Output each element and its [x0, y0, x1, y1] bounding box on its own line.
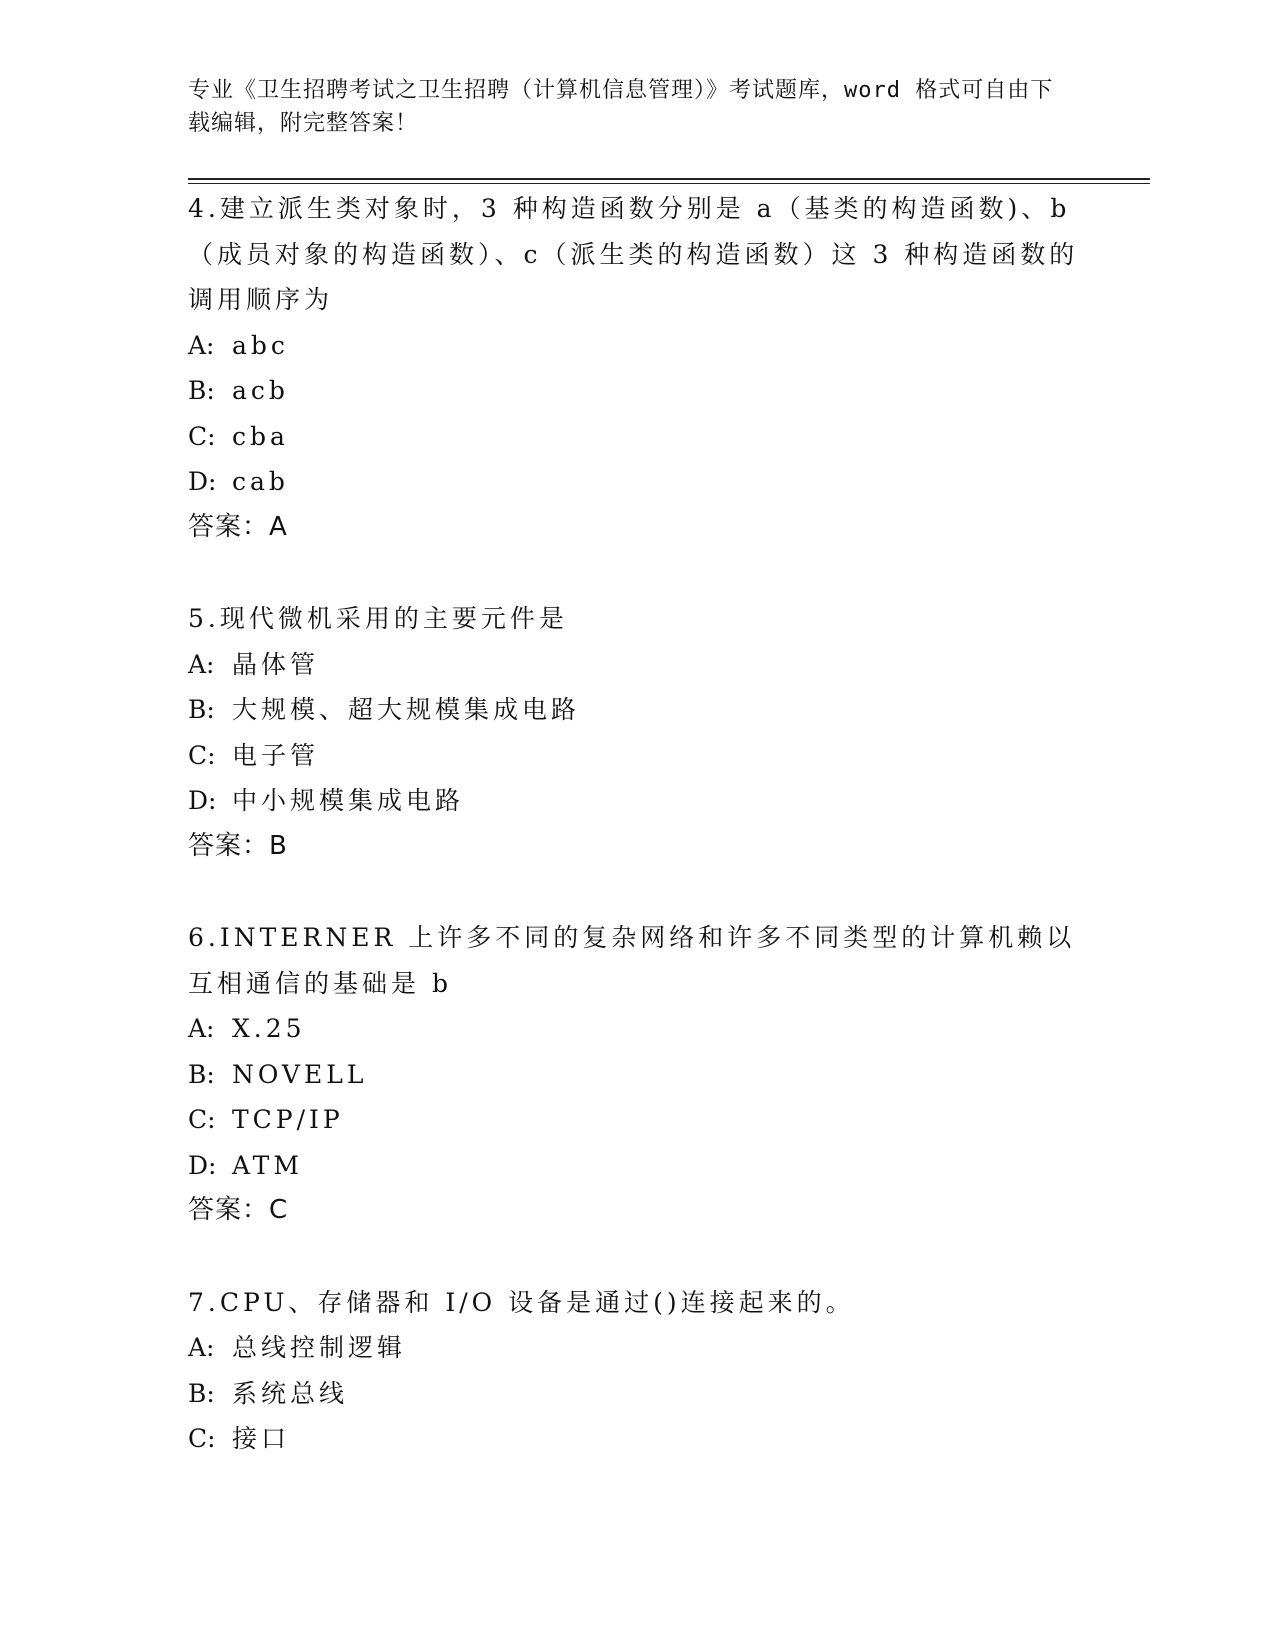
option-tag: A: [188, 649, 215, 679]
option-text: ATM [232, 1150, 303, 1180]
option-text: acb [232, 376, 289, 405]
option-text: cab [232, 467, 289, 496]
option-a [188, 1006, 1088, 1052]
option-text: 晶体管 [232, 649, 320, 679]
question-7 [188, 1280, 1088, 1462]
option-a [188, 642, 1088, 688]
option-text: 大规模、超大规模集成电路 [232, 695, 581, 724]
option-tag: C: [188, 1105, 216, 1134]
option-tag: D: [188, 467, 217, 496]
question-stem: 7.CPU、存储器和 I/O 设备是通过()连接起来的。 [188, 1287, 855, 1317]
option-tag: B: [188, 1059, 215, 1089]
header-divider-thin [188, 183, 1150, 184]
option-d [188, 459, 1088, 505]
question-list [188, 186, 1088, 1508]
option-text: 中小规模集成电路 [232, 786, 465, 815]
option-c [188, 733, 1088, 779]
option-text: NOVELL [232, 1059, 368, 1089]
option-b [188, 687, 1088, 733]
question-6 [188, 915, 1088, 1234]
option-c [188, 1097, 1088, 1143]
option-tag: C: [188, 1424, 216, 1453]
option-tag: B: [188, 376, 215, 405]
option-text: abc [232, 330, 289, 360]
option-b [188, 1052, 1088, 1098]
option-d [188, 1143, 1088, 1189]
option-tag: C: [188, 740, 216, 770]
option-text: 总线控制逻辑 [232, 1333, 407, 1362]
option-tag: D: [188, 1150, 217, 1180]
question-stem: 6.INTERNER 上许多不同的复杂网络和许多不同类型的计算机赖以互相通信的基础是 b [188, 923, 1076, 998]
question-4 [188, 186, 1088, 550]
answer-line: 答案：B [188, 830, 288, 861]
option-c [188, 414, 1088, 460]
option-c [188, 1416, 1088, 1462]
option-tag: A: [188, 330, 215, 360]
option-tag: D: [188, 786, 217, 815]
option-text: X.25 [232, 1014, 306, 1043]
question-stem: 5.现代微机采用的主要元件是 [188, 604, 568, 633]
option-text: 接口 [232, 1424, 291, 1453]
option-a [188, 1325, 1088, 1371]
option-tag: C: [188, 421, 216, 451]
option-tag: A: [188, 1333, 215, 1362]
option-text: TCP/IP [232, 1105, 344, 1134]
option-b [188, 1371, 1088, 1417]
option-tag: B: [188, 1378, 215, 1408]
option-d [188, 778, 1088, 824]
answer-line: 答案：C [188, 1195, 289, 1225]
option-a [188, 323, 1088, 369]
answer-line: 答案：A [188, 511, 288, 542]
option-tag: B: [188, 695, 215, 724]
option-b [188, 368, 1088, 414]
question-5 [188, 596, 1088, 869]
option-text: 电子管 [232, 740, 320, 770]
option-tag: A: [188, 1014, 215, 1043]
option-text: cba [232, 421, 289, 451]
option-text: 系统总线 [232, 1378, 349, 1408]
document-header: 专业《卫生招聘考试之卫生招聘（计算机信息管理）》考试题库，word 格式可自由下载编辑，附完整答案！ [188, 78, 1054, 136]
question-stem: 4.建立派生类对象时，3 种构造函数分别是 a（基类的构造函数)、b（成员对象的构造函数）、c（派生类的构造函数）这 3 种构造函数的调用顺序为 [188, 194, 1079, 314]
header-divider-thick [188, 178, 1150, 180]
